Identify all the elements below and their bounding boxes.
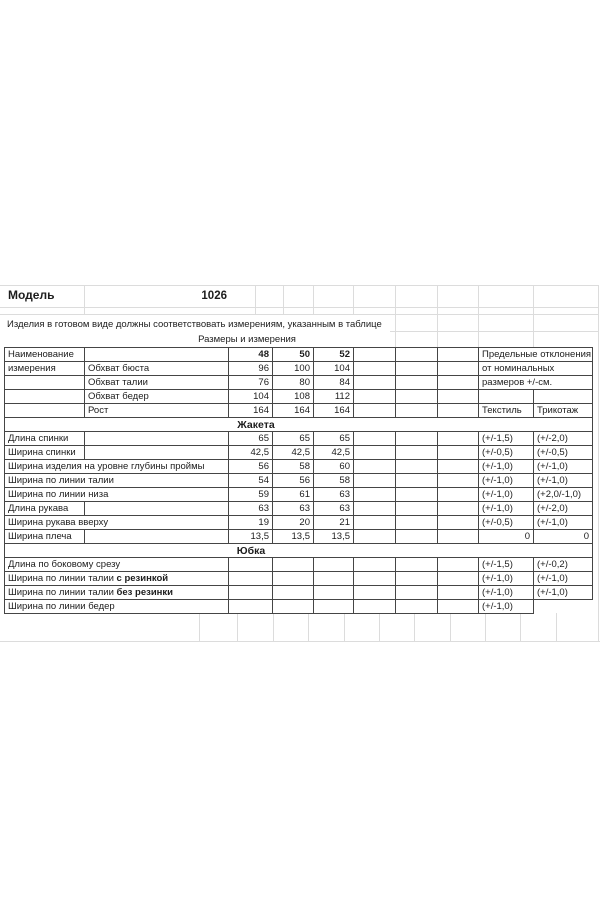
empty-cell	[5, 404, 85, 418]
empty-cell	[396, 390, 438, 404]
empty-cell	[229, 586, 273, 600]
row-label	[5, 572, 229, 586]
empty-cell	[354, 586, 396, 600]
size-50-value: 13,5	[273, 530, 314, 544]
size-50-value: 108	[273, 390, 314, 404]
size-48-value: 59	[229, 488, 273, 502]
empty-cell	[438, 600, 479, 614]
empty-cell	[354, 446, 396, 460]
gridline	[379, 613, 380, 641]
empty-cell	[396, 474, 438, 488]
size-52-value: 164	[314, 404, 354, 418]
empty-cell	[438, 572, 479, 586]
size-header-50: 50	[273, 348, 314, 362]
size-52-value: 65	[314, 432, 354, 446]
gridline	[520, 613, 521, 641]
size-48-value: 164	[229, 404, 273, 418]
model-number: 1026	[201, 290, 227, 302]
gridline	[533, 285, 534, 347]
empty-cell	[354, 558, 396, 572]
section-row	[5, 418, 593, 432]
size-50-value: 100	[273, 362, 314, 376]
gridline	[283, 285, 284, 314]
empty-cell	[314, 586, 354, 600]
table-row	[5, 502, 593, 516]
size-52-value: 60	[314, 460, 354, 474]
row-label: Ширина изделия на уровне глубины проймы	[5, 460, 229, 474]
empty-cell	[396, 516, 438, 530]
gridline	[414, 613, 415, 641]
knit-tolerance: (+/-1,0)	[534, 474, 593, 488]
size-48-value: 96	[229, 362, 273, 376]
empty-cell	[396, 572, 438, 586]
size-50-value: 56	[273, 474, 314, 488]
table-row	[5, 516, 593, 530]
table-row	[5, 600, 593, 614]
size-48-value: 56	[229, 460, 273, 474]
empty-cell	[85, 530, 229, 544]
table-row	[5, 572, 593, 586]
textile-tolerance: (+/-0,5)	[479, 446, 534, 460]
empty-cell	[85, 502, 229, 516]
empty-cell	[314, 600, 354, 614]
empty-cell	[438, 530, 479, 544]
empty-cell	[354, 376, 396, 390]
empty-cell	[354, 362, 396, 376]
empty-cell	[438, 446, 479, 460]
empty-cell	[354, 432, 396, 446]
empty-cell	[396, 488, 438, 502]
tolerance-header-line3: размеров +/-см.	[479, 376, 593, 390]
gridline	[437, 285, 438, 347]
empty-cell	[396, 376, 438, 390]
gridline	[0, 285, 598, 286]
table-row	[5, 586, 593, 600]
header-name-line2: измерения	[5, 362, 85, 376]
row-label: Ширина плеча	[5, 530, 85, 544]
size-52-value: 21	[314, 516, 354, 530]
textile-tolerance: (+/-1,0)	[479, 502, 534, 516]
table-row	[5, 404, 593, 418]
size-header-52: 52	[314, 348, 354, 362]
empty-cell	[438, 488, 479, 502]
empty-cell	[396, 348, 438, 362]
empty-cell	[396, 558, 438, 572]
row-label-bold: с резинкой	[116, 573, 169, 584]
empty-cell	[438, 432, 479, 446]
size-52-value: 63	[314, 488, 354, 502]
empty-cell	[354, 516, 396, 530]
knit-tolerance: (+/-2,0)	[534, 502, 593, 516]
textile-tolerance: (+/-1,0)	[479, 488, 534, 502]
row-label: Ширина по линии талии	[5, 474, 229, 488]
empty-cell	[396, 460, 438, 474]
knit-column-header: Трикотаж	[534, 404, 593, 418]
size-50-value: 20	[273, 516, 314, 530]
empty-cell	[273, 558, 314, 572]
empty-cell	[354, 530, 396, 544]
empty-cell	[438, 460, 479, 474]
empty-cell	[438, 516, 479, 530]
gridline	[0, 314, 598, 315]
table-row	[5, 446, 593, 460]
empty-cell	[438, 502, 479, 516]
table-row	[5, 460, 593, 474]
empty-cell	[354, 502, 396, 516]
size-50-value: 61	[273, 488, 314, 502]
empty-cell	[396, 586, 438, 600]
knit-tolerance: (+/-1,0)	[534, 586, 593, 600]
size-48-value: 63	[229, 502, 273, 516]
empty-cell	[354, 600, 396, 614]
table-row	[5, 558, 593, 572]
row-label: Рост	[85, 404, 229, 418]
empty-cell	[438, 390, 479, 404]
table-row	[5, 376, 593, 390]
textile-tolerance: (+/-1,0)	[479, 572, 534, 586]
size-50-value: 164	[273, 404, 314, 418]
row-label: Ширина рукава вверху	[5, 516, 229, 530]
gridline	[450, 613, 451, 641]
size-52-value: 84	[314, 376, 354, 390]
empty-cell	[438, 348, 479, 362]
size-50-value: 65	[273, 432, 314, 446]
empty-cell	[354, 460, 396, 474]
textile-column-header: Текстиль	[479, 404, 534, 418]
sheet-title: Размеры и измерения	[198, 334, 296, 345]
knit-tolerance: (+/-1,0)	[534, 460, 593, 474]
table-row	[5, 530, 593, 544]
empty-cell	[354, 474, 396, 488]
row-label: Обхват талии	[85, 376, 229, 390]
gridline	[199, 613, 200, 641]
gridline	[390, 331, 598, 332]
empty-cell	[354, 390, 396, 404]
empty-cell	[273, 572, 314, 586]
section-row	[5, 544, 593, 558]
empty-cell	[534, 600, 593, 614]
empty-cell	[396, 600, 438, 614]
textile-tolerance: (+/-0,5)	[479, 516, 534, 530]
row-label-text: Ширина по линии талии	[8, 573, 117, 584]
empty-cell	[354, 572, 396, 586]
empty-cell	[229, 558, 273, 572]
empty-cell	[354, 348, 396, 362]
table-row	[5, 432, 593, 446]
gridline	[485, 613, 486, 641]
empty-cell	[273, 586, 314, 600]
empty-cell	[5, 376, 85, 390]
textile-tolerance: (+/-1,0)	[479, 586, 534, 600]
size-48-value: 65	[229, 432, 273, 446]
row-label-bold: без резинки	[116, 587, 174, 598]
empty-cell	[5, 390, 85, 404]
gridline	[273, 613, 274, 641]
empty-cell	[85, 446, 229, 460]
table-row	[5, 474, 593, 488]
row-label: Ширина по линии бедер	[5, 600, 229, 614]
empty-cell	[229, 572, 273, 586]
knit-tolerance: (+/-1,0)	[534, 516, 593, 530]
tolerance-header-line2: от номинальных	[479, 362, 593, 376]
gridline	[598, 285, 599, 641]
knit-tolerance: (+/-1,0)	[534, 572, 593, 586]
empty-cell	[354, 404, 396, 418]
gridline	[344, 613, 345, 641]
empty-cell	[396, 446, 438, 460]
empty-cell	[479, 390, 534, 404]
empty-cell	[438, 404, 479, 418]
textile-tolerance: 0	[479, 530, 534, 544]
empty-cell	[396, 404, 438, 418]
gridline	[353, 285, 354, 314]
empty-cell	[314, 572, 354, 586]
textile-tolerance: (+/-1,0)	[479, 600, 534, 614]
textile-tolerance: (+/-1,0)	[479, 474, 534, 488]
row-label: Обхват бедер	[85, 390, 229, 404]
table-row	[5, 488, 593, 502]
gridline	[478, 285, 479, 347]
size-50-value: 63	[273, 502, 314, 516]
knit-tolerance: (+/-2,0)	[534, 432, 593, 446]
row-label: Обхват бюста	[85, 362, 229, 376]
size-48-value: 13,5	[229, 530, 273, 544]
size-52-value: 58	[314, 474, 354, 488]
header-row	[5, 348, 593, 362]
empty-cell	[396, 362, 438, 376]
textile-tolerance: (+/-1,5)	[479, 432, 534, 446]
empty-cell	[438, 474, 479, 488]
measurement-table	[4, 347, 593, 614]
size-header-48: 48	[229, 348, 273, 362]
textile-tolerance: (+/-1,5)	[479, 558, 534, 572]
empty-cell	[273, 600, 314, 614]
knit-tolerance: (+2,0/-1,0)	[534, 488, 593, 502]
row-label	[5, 586, 229, 600]
empty-cell	[438, 558, 479, 572]
note-text: Изделия в готовом виде должны соответствовать измерениям, указанным в таблице	[7, 319, 382, 330]
empty-cell	[396, 432, 438, 446]
size-52-value: 104	[314, 362, 354, 376]
section-title-skirt: Юбка	[236, 545, 266, 557]
model-label: Модель	[8, 288, 55, 302]
knit-tolerance: (+/-0,5)	[534, 446, 593, 460]
gridline	[313, 285, 314, 314]
row-label: Ширина спинки	[5, 446, 85, 460]
empty-cell	[438, 362, 479, 376]
size-48-value: 104	[229, 390, 273, 404]
size-52-value: 112	[314, 390, 354, 404]
empty-cell	[354, 488, 396, 502]
size-52-value: 42,5	[314, 446, 354, 460]
empty-cell	[438, 376, 479, 390]
empty-cell	[396, 530, 438, 544]
section-cell	[5, 544, 593, 558]
gridline	[308, 613, 309, 641]
knit-tolerance: (+/-0,2)	[534, 558, 593, 572]
empty-cell	[534, 390, 593, 404]
row-label: Длина рукава	[5, 502, 85, 516]
section-cell	[5, 418, 593, 432]
size-48-value: 42,5	[229, 446, 273, 460]
table-row	[5, 362, 593, 376]
textile-tolerance: (+/-1,0)	[479, 460, 534, 474]
knit-tolerance: 0	[534, 530, 593, 544]
gridline	[0, 641, 600, 642]
gridline	[556, 613, 557, 641]
size-52-value: 13,5	[314, 530, 354, 544]
size-50-value: 42,5	[273, 446, 314, 460]
size-52-value: 63	[314, 502, 354, 516]
tolerance-header-line1: Предельные отклонения	[479, 348, 593, 362]
empty-cell	[85, 348, 229, 362]
size-50-value: 58	[273, 460, 314, 474]
row-label: Ширина по линии низа	[5, 488, 229, 502]
empty-cell	[314, 558, 354, 572]
gridline	[395, 285, 396, 347]
gridline	[237, 613, 238, 641]
gridline	[0, 307, 598, 308]
table-row	[5, 390, 593, 404]
size-48-value: 76	[229, 376, 273, 390]
section-title-jacket: Жакета	[237, 419, 275, 431]
row-label-text: Ширина по линии талии	[8, 587, 117, 598]
empty-cell	[396, 502, 438, 516]
empty-cell	[85, 432, 229, 446]
empty-cell	[229, 600, 273, 614]
row-label: Длина спинки	[5, 432, 85, 446]
header-name-line1: Наименование	[5, 348, 85, 362]
size-48-value: 19	[229, 516, 273, 530]
size-48-value: 54	[229, 474, 273, 488]
empty-cell	[438, 586, 479, 600]
gridline	[255, 285, 256, 314]
row-label: Длина по боковому срезу	[5, 558, 229, 572]
size-50-value: 80	[273, 376, 314, 390]
